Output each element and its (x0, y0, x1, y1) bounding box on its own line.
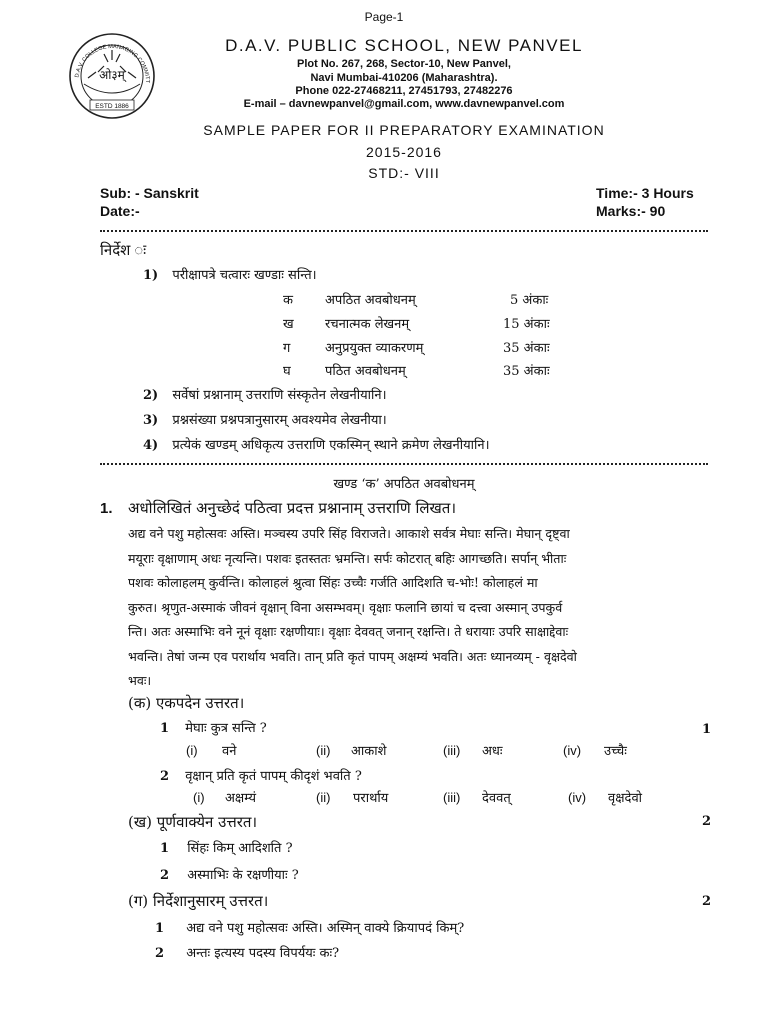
ka-q2-opt-3: देववत् (482, 791, 511, 806)
passage-line: भवन्ति। तेषां जन्म एव परार्थाय भवति। तान् प्रति कृतं पापम् अक्षम्यं भवति। अतः ध्यानव्यम् - वृक्षदेवो (128, 648, 577, 664)
ka-question-1 (160, 718, 267, 736)
passage (128, 522, 577, 694)
question-text: अस्माभिः के रक्षणीयाः ? (187, 868, 299, 883)
divider-2 (100, 463, 708, 465)
question-num: 1 (155, 921, 165, 936)
question-text: मेघाः कुत्र सन्ति ? (185, 721, 267, 736)
section-marks-gha: 35 अंकाः (503, 364, 550, 379)
passage-line: भवः। (128, 673, 152, 688)
instruction-text: सर्वेषां प्रश्नानाम् उत्तराणि संस्कृतेन लेखनीयानि। (172, 388, 387, 403)
instruction-1 (143, 265, 317, 283)
ga-question-2 (155, 943, 339, 961)
ka-q2-opt-4: वृक्षदेवो (608, 791, 643, 806)
question-num: 2 (160, 769, 170, 784)
ka-q1-opt-4: उच्चैः (604, 744, 627, 759)
ka-q2-opt-4-num: (iv) (568, 790, 587, 805)
passage-line: कुरुत। श्रृणुत-अस्माकं जीवनं वृक्षान् विना असम्भवम्। वृक्षाः फलानि छायां च दत्त्वा अस्मान् उपकुर्व (128, 599, 563, 615)
subject-label: Sub: - Sanskrit (100, 185, 199, 201)
paper-std: STD:- VIII (368, 165, 440, 181)
question-text: सिंहः किम् आदिशति ? (187, 841, 293, 856)
question-text: अन्तः इत्यस्य पदस्य विपर्ययः कः? (186, 946, 340, 961)
section-letter: घ (283, 364, 291, 379)
logo-om-text: ओ३म् (99, 68, 125, 82)
time-label: Time:- 3 Hours (596, 185, 694, 201)
passage-line: न्ति। अतः अस्माभिः वने नूनं वृक्षाः रक्षणीयाः। वृक्षाः देववत् जनान् रक्षन्ति। ते धरायाः उपरि साक्षाद्देवाः (128, 624, 569, 639)
ka-q1-opt-3-num: (iii) (443, 743, 461, 758)
marks-label: Marks:- 90 (596, 203, 666, 219)
instructions-heading: निर्देश ः (100, 241, 147, 259)
ka-q2-opt-2: परार्थाय (353, 791, 389, 806)
section-letter: ग (283, 341, 291, 356)
instruction-3 (143, 410, 387, 428)
instruction-num: 2) (143, 388, 159, 403)
ka-q1-opt-2-num: (ii) (316, 743, 331, 758)
page-label: Page-1 (364, 10, 404, 24)
instruction-num: 3) (143, 413, 159, 428)
ka-question-2 (160, 766, 362, 784)
question-num: 1 (160, 721, 170, 736)
part-kha-marks: 2 (702, 814, 712, 829)
ka-q1-opt-1: वने (222, 744, 237, 759)
ka-q2-opt-1: अक्षम्यं (225, 791, 257, 806)
instruction-2 (143, 385, 387, 403)
section-name-kha: रचनात्मक लेखनम् (325, 317, 410, 332)
question-1-number: 1. (100, 500, 113, 517)
section-row-ga (283, 338, 290, 356)
section-marks-ka: 5 अंकाः (510, 293, 549, 308)
ka-q2-opt-3-num: (iii) (443, 790, 461, 805)
question-num: 1 (160, 841, 170, 856)
phone-line: Phone 022-27468211, 27451793, 27482276 (295, 85, 513, 97)
kha-question-1 (160, 838, 293, 856)
date-label: Date:- (100, 203, 140, 219)
part-kha-label: (ख) पूर्णवाक्येन उत्तरत। (128, 813, 258, 831)
ka-q1-opt-2: आकाशे (351, 744, 387, 759)
part-ga-marks: 2 (702, 894, 712, 909)
section-row-gha (283, 361, 291, 379)
instruction-text: प्रश्नसंख्या प्रश्नपत्रानुसारम् अवश्यमेव लेखनीया। (172, 413, 387, 428)
section-name-ka: अपठित अवबोधनम् (325, 293, 416, 308)
section-row-kha (283, 314, 294, 332)
question-text: वृक्षान् प्रति कृतं पापम् कीदृशं भवति ? (185, 769, 362, 784)
email-line: E-mail – davnewpanvel@gmail.com, www.davnewpanvel.com (243, 98, 565, 110)
part-ga-label: (ग) निर्देशानुसारम् उत्तरत। (128, 892, 269, 910)
instruction-num: 1) (143, 268, 159, 283)
instruction-text: परीक्षापत्रे चत्वारः खण्डाः सन्ति। (172, 268, 317, 283)
part-ka-marks: 1 (702, 722, 712, 737)
address-line-2: Navi Mumbai-410206 (Maharashtra). (310, 72, 498, 84)
section-name-ga: अनुप्रयुक्त व्याकरणम् (325, 341, 424, 356)
part-ka-label: (क) एकपदेन उत्तरत। (128, 694, 245, 712)
passage-line: मयूराः वृक्षाणाम् अधः नृत्यन्ति। पशवः इतस्ततः भ्रमन्ति। सर्पः कोटरात् बहिः आगच्छति। सर्पान् भीताः (128, 550, 567, 566)
instruction-4 (143, 435, 490, 453)
paper-year: 2015-2016 (366, 144, 442, 160)
school-name: D.A.V. PUBLIC SCHOOL, NEW PANVEL (225, 36, 583, 55)
passage-line: अद्य वने पशु महोत्सवः अस्ति। मञ्चस्य उपरि सिंह विराजते। आकाशे सर्वत्र मेघाः सन्ति। मेघान् दृष्ट्वा (128, 526, 570, 541)
section-marks-ga: 35 अंकाः (503, 341, 550, 356)
question-1-text: अधोलिखितं अनुच्छेदं पठित्वा प्रदत्त प्रश्नानाम् उत्तराणि लिखत। (128, 499, 457, 517)
paper-title: SAMPLE PAPER FOR II PREPARATORY EXAMINATION (203, 122, 605, 138)
section-name-gha: पठित अवबोधनम् (325, 364, 406, 379)
ka-q1-opt-4-num: (iv) (563, 743, 582, 758)
instruction-text: प्रत्येकं खण्डम् अधिकृत्य उत्तराणि एकस्मिन् स्थाने क्रमेण लेखनीयानि। (172, 438, 490, 453)
section-letter: ख (283, 317, 294, 332)
ka-q2-opt-1-num: (i) (193, 790, 205, 805)
passage-line: पशवः कोलाहलम् कुर्वन्ति। कोलाहलं श्रुत्वा सिंहः उच्चैः गर्जति आदिशति च-भोः! कोलाहलं मा (128, 575, 538, 590)
section-a-title: खण्ड ‘क’ अपठित अवबोधनम् (333, 477, 475, 492)
divider-1 (100, 230, 708, 232)
question-num: 2 (155, 946, 165, 961)
kha-question-2 (160, 865, 299, 883)
question-text: अद्य वने पशु महोत्सवः अस्ति। अस्मिन् वाक्ये क्रियापदं किम्? (186, 921, 465, 936)
logo-ring-text: D.A.V. COLLEGE MANAGING COMMITT (74, 43, 151, 84)
section-letter: क (283, 293, 293, 308)
section-row-ka (283, 290, 293, 308)
ka-q1-opt-3: अधः (482, 744, 503, 759)
instruction-num: 4) (143, 438, 159, 453)
ka-q2-opt-2-num: (ii) (316, 790, 331, 805)
logo-estd-text: ESTD 1886 (95, 103, 129, 110)
question-num: 2 (160, 868, 170, 883)
ka-q1-opt-1-num: (i) (186, 743, 198, 758)
ga-question-1 (155, 918, 464, 936)
section-marks-kha: 15 अंकाः (503, 317, 550, 332)
address-line-1: Plot No. 267, 268, Sector-10, New Panvel, (297, 58, 511, 70)
